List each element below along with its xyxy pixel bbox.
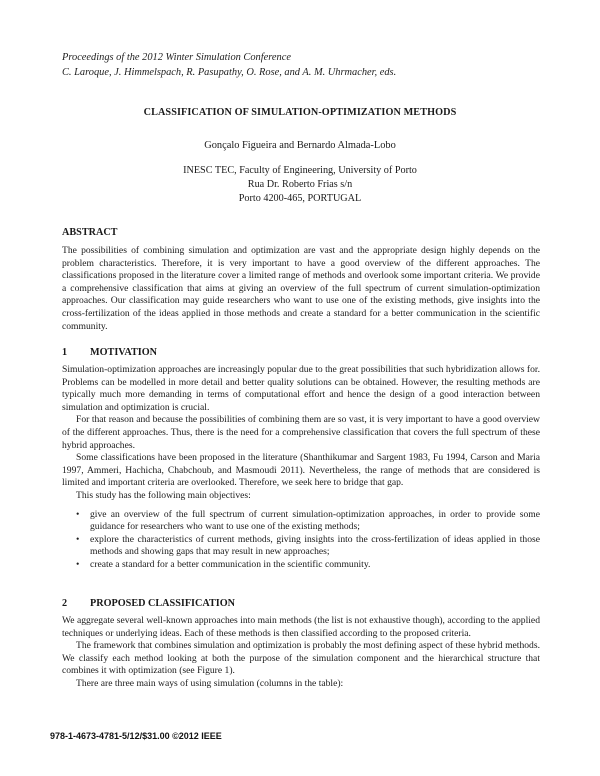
list-item-text: give an overview of the full spectrum of current simulation-optimization approaches, in order to provide some guidance for researchers who want to use one of the existing methods; bbox=[90, 508, 540, 533]
proceedings-title: Proceedings of the 2012 Winter Simulation Conference bbox=[62, 52, 291, 63]
section-2-title: PROPOSED CLASSIFICATION bbox=[90, 598, 236, 609]
bullet-icon: • bbox=[76, 508, 80, 520]
section-1-paragraph-1: Simulation-optimization approaches are increasingly popular due to the great possibilities that such hybridization allows for. Problems can be modelled in more detail and better quality solutions can be obtained. However, the resulting methods are typically much more demanding in terms of computational effort and hence the design of a good interaction between simulation and optimization is crucial. bbox=[62, 364, 540, 413]
section-2-paragraph-2: The framework that combines simulation and optimization is probably the most defining aspect of these hybrid methods. We classify each method looking at both the purpose of the simulation component and the hierarchical structure that combines it with optimization (see Figure 1). bbox=[62, 640, 540, 677]
paper-authors: Gonçalo Figueira and Bernardo Almada-Lobo bbox=[204, 140, 396, 151]
section-2-paragraph-1: We aggregate several well-known approaches into main methods (the list is not exhaustive though), according to the applied techniques or underlying ideas. Each of these methods is then classified according to the proposed criteria. bbox=[62, 615, 540, 639]
section-2-number: 2 bbox=[62, 598, 68, 609]
paper-title: CLASSIFICATION OF SIMULATION-OPTIMIZATION METHODS bbox=[143, 107, 457, 118]
list-item bbox=[62, 559, 540, 572]
proceedings-editors: C. Laroque, J. Himmelspach, R. Pasupathy, O. Rose, and A. M. Uhrmacher, eds. bbox=[62, 67, 397, 78]
section-2-heading bbox=[62, 598, 235, 609]
bullet-icon: • bbox=[76, 558, 80, 570]
list-item-text: explore the characteristics of current methods, giving insights into the cross-fertilization of ideas applied in those methods and showing gaps that may result in new approaches; bbox=[90, 533, 540, 558]
section-1-paragraph-3: Some classifications have been proposed in the literature (Shanthikumar and Sargent 1983, Fu 1994, Carson and Maria 1997, Ammeri, Hachicha, Chabchoub, and Masmoudi 2011). Nevertheless, the range of methods that are considered is limited and important criteria are overlooked. Therefore, we seek here to bridge that gap. bbox=[62, 452, 540, 489]
section-1-title: MOTIVATION bbox=[90, 347, 157, 358]
bullet-icon: • bbox=[76, 533, 80, 545]
proceedings-header bbox=[62, 50, 396, 80]
list-item bbox=[62, 509, 540, 534]
abstract-heading: ABSTRACT bbox=[62, 227, 118, 238]
abstract-body bbox=[62, 245, 540, 333]
abstract-text: The possibilities of combining simulation and optimization are vast and the appropriate design highly depends on the problem characteristics. Therefore, it is very important to have a good overview of the different approaches. The classifications proposed in the literature cover a limited range of methods and overlook some important criteria. We provide a comprehensive classification that aims at giving an overview of the full spectrum of current simulation-optimization approaches. Our classification may guide researchers who want to use one of the existing methods, give insights into the cross-fertilization of the ideas applied in those methods and create a standard for a better communication in the scientific community. bbox=[62, 245, 540, 332]
affiliation-line-1: INESC TEC, Faculty of Engineering, University of Porto bbox=[183, 165, 417, 176]
author-affiliation bbox=[176, 164, 424, 205]
section-1-paragraph-2: For that reason and because the possibilities of combining them are so vast, it is very important to have a good overview of the different approaches. Thus, there is the need for a comprehensive classification that covers the full spectrum of these hybrid approaches. bbox=[62, 414, 540, 451]
list-item-text: create a standard for a better communication in the scientific community. bbox=[90, 558, 371, 570]
section-2-body bbox=[62, 615, 540, 691]
affiliation-line-2: Rua Dr. Roberto Frias s/n bbox=[247, 178, 353, 190]
affiliation-line-3: Porto 4200-465, PORTUGAL bbox=[238, 192, 362, 204]
section-2-paragraph-3: There are three main ways of using simulation (columns in the table): bbox=[76, 677, 344, 689]
list-item bbox=[62, 534, 540, 559]
objectives-list bbox=[62, 509, 540, 572]
section-1-number: 1 bbox=[62, 347, 68, 358]
section-1-heading bbox=[62, 347, 157, 358]
section-1-body bbox=[62, 364, 540, 572]
section-1-paragraph-4: This study has the following main objectives: bbox=[76, 489, 251, 501]
copyright-footer: 978-1-4673-4781-5/12/$31.00 ©2012 IEEE bbox=[50, 731, 222, 741]
